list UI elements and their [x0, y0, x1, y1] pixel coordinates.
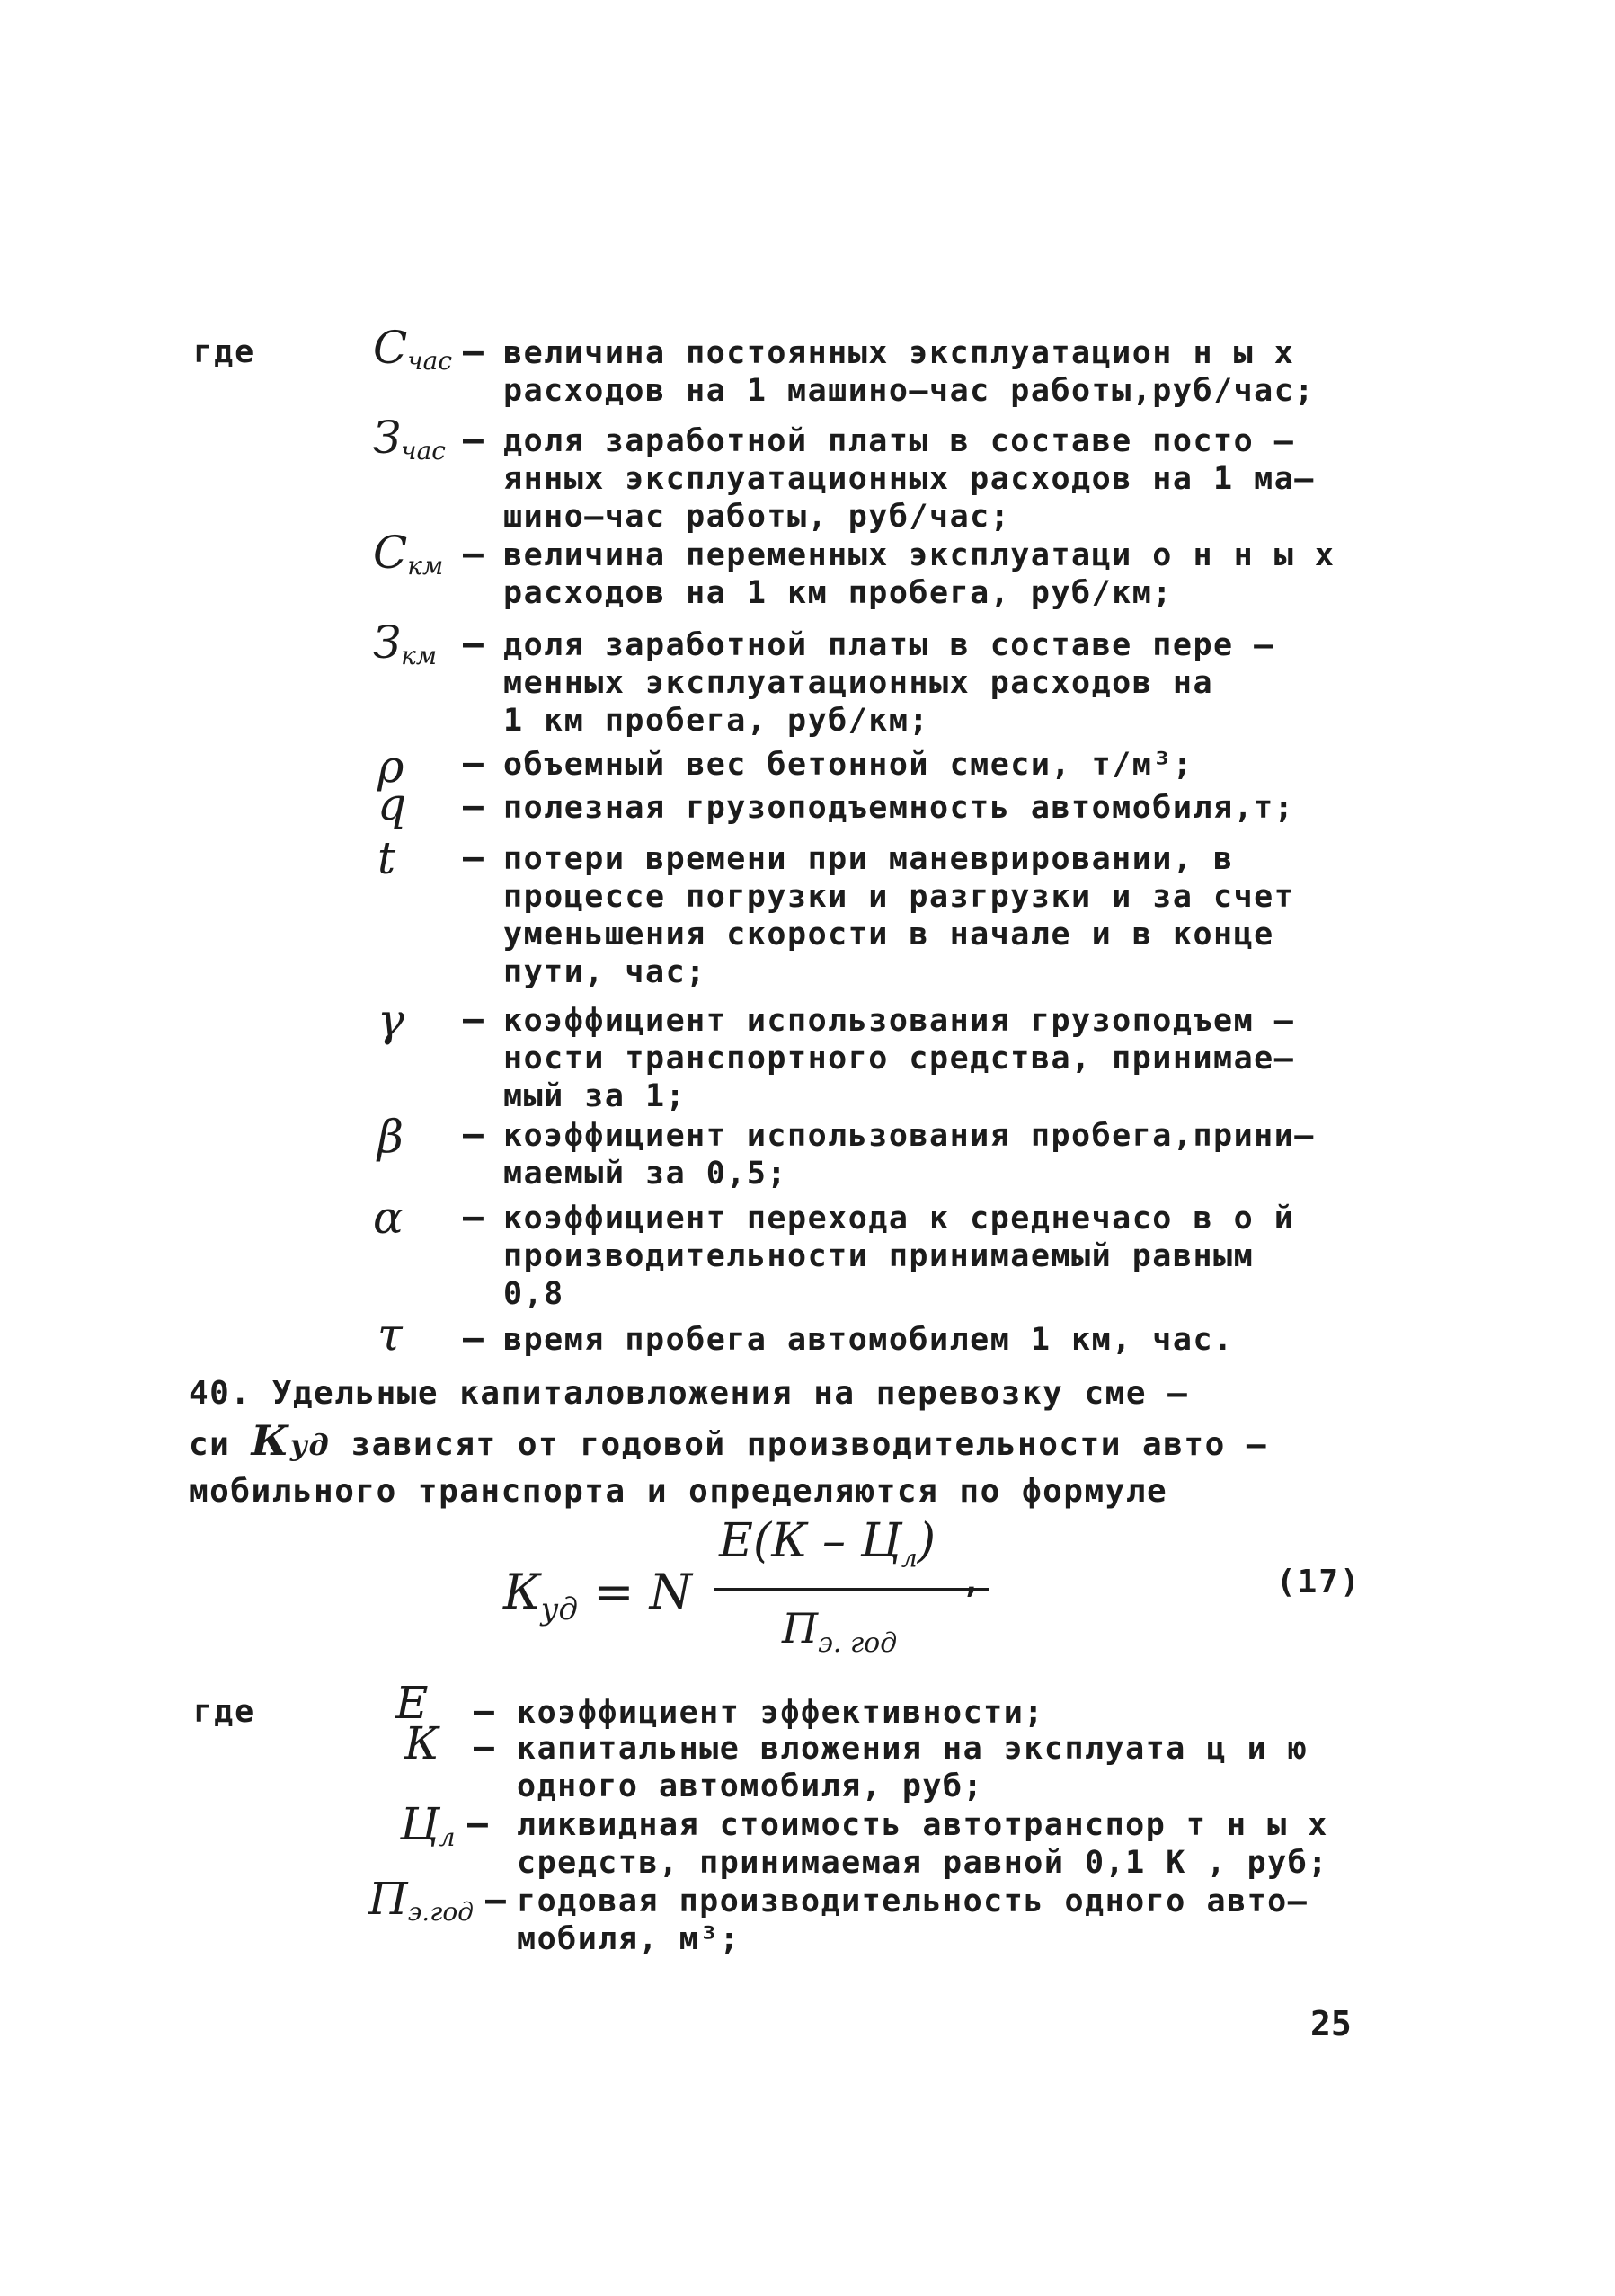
def-text: коэффициент эффективности; [517, 1695, 1044, 1731]
def-dash: – [463, 1114, 484, 1154]
def-dash: – [463, 624, 484, 663]
def-text: коэффициент использования пробега,прини– маемый за 0,5; [503, 1118, 1315, 1192]
paragraph-40 [189, 1370, 1384, 1515]
formula-17 [485, 1514, 989, 1676]
def-dash: – [463, 743, 484, 783]
formula-denominator: $П_{э. год}$ [782, 1604, 898, 1660]
def-dash: – [463, 332, 484, 371]
where-label: где [193, 334, 256, 370]
paragraph-line: 40. Удельные капиталовложения на перевозку сме – [189, 1375, 1189, 1412]
def-text: величина переменных эксплуатаци о н н ы х расходов на 1 км пробега, руб/км; [503, 537, 1335, 611]
paragraph-line: си Куд зависят от годовой производительности авто – [189, 1416, 1268, 1465]
def-symbol: К [404, 1717, 439, 1769]
def-dash: – [463, 1197, 484, 1237]
def-text: полезная грузоподъемность автомобиля,т; [503, 790, 1295, 826]
def-text: коэффициент перехода к среднечасо в о й производительности принимаемый равным 0,8 [503, 1201, 1295, 1312]
where-label: где [193, 1694, 256, 1730]
def-dash: – [474, 1727, 494, 1767]
def-text: величина постоянных эксплуатацион н ы х расходов на 1 машино–час работы,руб/час; [503, 335, 1315, 409]
def-text: капитальные вложения на эксплуата ц и ю одного автомобиля, руб; [517, 1731, 1309, 1804]
equation-number: (17) [1276, 1564, 1362, 1600]
def-text: потери времени при маневрировании, в процессе погрузки и разгрузки и за счет уменьшения скорости в начале и в конце пути, час; [503, 841, 1295, 990]
def-symbol: $C_{км}$ [373, 527, 444, 581]
def-dash: – [463, 999, 484, 1039]
def-symbol: q [377, 778, 407, 830]
def-dash: – [474, 1691, 494, 1731]
def-text: коэффициент использования грузоподъем – ности транспортного средства, принимае– мый за 1; [503, 1003, 1295, 1114]
def-symbol: γ [377, 994, 404, 1046]
def-text: доля заработной платы в составе посто – янных эксплуатационных расходов на 1 ма– шино–час работы, руб/час; [503, 423, 1315, 535]
fraction-bar [714, 1588, 989, 1591]
def-dash: – [463, 534, 484, 573]
def-symbol: α [373, 1192, 404, 1244]
def-text: время пробега автомобилем 1 км, час. [503, 1322, 1234, 1358]
def-symbol: ρ [377, 740, 404, 793]
def-symbol: $З_{час}$ [373, 412, 446, 465]
formula-numerator: $E(К - Ц_л)$ [719, 1514, 936, 1574]
def-text: ликвидная стоимость автотранспор т н ы х средств, принимаемая равной 0,1 К , руб; [517, 1807, 1328, 1881]
paragraph-line: мобильного транспорта и определяются по формуле [189, 1473, 1168, 1510]
def-symbol: $З_{км}$ [373, 616, 438, 670]
def-dash: – [463, 420, 484, 459]
def-dash: – [485, 1880, 506, 1919]
def-symbol: Е [395, 1677, 429, 1729]
def-symbol: t [377, 832, 396, 884]
def-dash: – [463, 838, 484, 877]
def-symbol: $C_{час}$ [373, 322, 453, 376]
def-dash: – [463, 1318, 484, 1358]
def-dash: – [463, 786, 484, 826]
formula-comma: , [962, 1564, 981, 1600]
def-symbol: τ [377, 1308, 403, 1361]
def-symbol: $Ц_л$ [400, 1798, 456, 1852]
def-symbol: $П_{э.год}$ [368, 1873, 474, 1927]
def-text: доля заработной платы в составе пере – менных эксплуатационных расходов на 1 км пробега, руб/км; [503, 627, 1274, 739]
def-dash: – [467, 1804, 488, 1843]
def-symbol: β [377, 1111, 404, 1163]
def-text: объемный вес бетонной смеси, т/м³; [503, 747, 1194, 783]
def-text: годовая производительность одного авто– мобиля, м³; [517, 1884, 1309, 1957]
formula-lhs: $К_{уд} = N$ [503, 1564, 692, 1627]
page-number: 25 [1310, 2004, 1352, 2043]
